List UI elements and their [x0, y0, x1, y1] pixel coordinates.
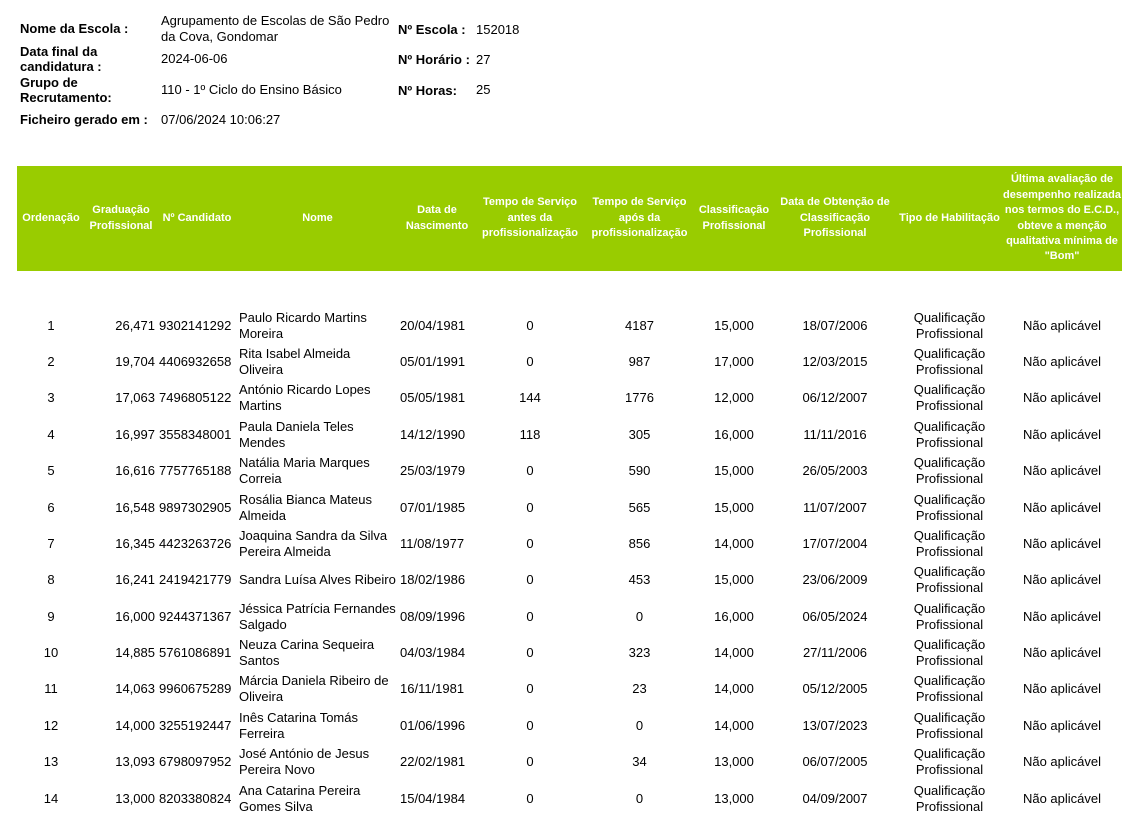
cell-ordering: 12: [43, 717, 59, 733]
cell-grade: 14,885: [115, 645, 155, 661]
cell-name: Joaquina Sandra da Silva Pereira Almeida: [239, 527, 388, 559]
cell-grade: 13,000: [115, 790, 155, 806]
cell-service-before: 0: [526, 645, 534, 661]
cell-service-before: 0: [526, 535, 534, 551]
cell-classification-date: 11/11/2016: [803, 426, 867, 442]
table-header-row: [17, 166, 1122, 271]
application-deadline-value: 2024-06-06: [161, 51, 228, 66]
cell-service-before: 0: [526, 790, 534, 806]
cell-candidate-number: 4423263726: [159, 535, 232, 551]
cell-last-evaluation: Não aplicável: [1022, 390, 1102, 406]
school-name-label: Nome da Escola :: [20, 21, 129, 36]
cell-birth-date: 11/08/1977: [400, 535, 465, 551]
table-row: [17, 380, 1122, 416]
cell-service-after: 0: [635, 790, 644, 806]
cell-ordering: 8: [47, 572, 55, 588]
cell-ordering: 3: [47, 390, 55, 406]
cell-qualification-type: Qualificação Profissional: [913, 382, 986, 414]
cell-qualification-type: Qualificação Profissional: [913, 637, 986, 669]
cell-classification-date: 17/07/2004: [802, 535, 868, 551]
cell-last-evaluation: Não aplicável: [1022, 535, 1102, 551]
cell-classification: 14,000: [714, 681, 754, 697]
column-header-ordering: Ordenação: [17, 166, 85, 271]
cell-classification: 15,000: [714, 499, 754, 515]
cell-service-after: 4187: [625, 317, 654, 333]
cell-classification: 17,000: [714, 353, 754, 369]
table-body: [17, 271, 1122, 817]
cell-name: Jéssica Patrícia Fernandes Salgado: [239, 600, 396, 632]
school-number-label: Nº Escola :: [398, 22, 466, 37]
cell-classification: 16,000: [714, 426, 754, 442]
cell-last-evaluation: Não aplicável: [1022, 608, 1102, 624]
cell-grade: 13,093: [115, 754, 155, 770]
cell-birth-date: 05/01/1991: [400, 353, 466, 369]
cell-candidate-number: 3255192447: [159, 717, 232, 733]
cell-service-after: 34: [632, 754, 647, 770]
cell-service-after: 305: [628, 426, 651, 442]
table-row: [17, 708, 1122, 744]
column-header-service-before: Tempo de Serviço antes da profissionalização: [476, 166, 584, 271]
cell-candidate-number: 4406932658: [159, 353, 232, 369]
cell-qualification-type: Qualificação Profissional: [913, 600, 986, 632]
cell-service-after: 565: [628, 499, 651, 515]
cell-name: Neuza Carina Sequeira Santos: [239, 637, 375, 669]
table-row: [17, 744, 1122, 780]
cell-ordering: 13: [43, 754, 59, 770]
cell-candidate-number: 9302141292: [159, 317, 232, 333]
cell-service-after: 23: [632, 681, 647, 697]
column-header-classification-date: Data de Obtenção de Classificação Profissional: [773, 166, 897, 271]
cell-ordering: 5: [47, 463, 55, 479]
cell-ordering: 11: [44, 681, 58, 697]
cell-birth-date: 08/09/1996: [400, 608, 466, 624]
cell-grade: 26,471: [115, 317, 155, 333]
table-row: [17, 453, 1122, 489]
cell-name: Rita Isabel Almeida Oliveira: [239, 345, 351, 377]
cell-ordering: 14: [43, 790, 59, 806]
column-header-candidate-number: Nº Candidato: [157, 166, 237, 271]
cell-birth-date: 04/03/1984: [400, 645, 466, 661]
cell-grade: 16,345: [115, 535, 155, 551]
cell-classification-date: 12/03/2015: [802, 353, 868, 369]
cell-ordering: 7: [47, 535, 55, 551]
cell-candidate-number: 5761086891: [159, 645, 232, 661]
cell-classification: 13,000: [714, 790, 754, 806]
cell-last-evaluation: Não aplicável: [1022, 426, 1102, 442]
cell-classification-date: 06/12/2007: [802, 390, 868, 406]
cell-service-before: 0: [526, 717, 534, 733]
cell-classification: 14,000: [714, 645, 754, 661]
cell-candidate-number: 2419421779: [159, 572, 232, 588]
cell-birth-date: 01/06/1996: [400, 717, 466, 733]
cell-classification-date: 27/11/2006: [802, 645, 868, 661]
generated-at-value: 07/06/2024 10:06:27: [161, 112, 281, 127]
cell-classification-date: 23/06/2009: [802, 572, 868, 588]
cell-classification: 16,000: [714, 608, 754, 624]
cell-qualification-type: Qualificação Profissional: [913, 345, 986, 377]
cell-grade: 19,704: [115, 353, 155, 369]
cell-service-after: 453: [628, 572, 651, 588]
cell-classification-date: 13/07/2023: [802, 717, 868, 733]
table-spacer: [17, 271, 1122, 307]
cell-birth-date: 07/01/1985: [400, 499, 466, 515]
cell-classification-date: 06/05/2024: [802, 608, 868, 624]
cell-qualification-type: Qualificação Profissional: [913, 746, 986, 778]
cell-candidate-number: 3558348001: [159, 426, 232, 442]
table-row: [17, 307, 1122, 343]
application-deadline-label: Data final da candidatura :: [20, 44, 102, 74]
cell-classification: 14,000: [714, 535, 754, 551]
hours-label: Nº Horas:: [398, 83, 457, 98]
cell-birth-date: 22/02/1981: [400, 754, 466, 770]
cell-birth-date: 14/12/1990: [400, 426, 466, 442]
school-number-value: 152018: [476, 22, 520, 37]
cell-name: Ana Catarina Pereira Gomes Silva: [239, 782, 361, 814]
column-header-service-after: Tempo de Serviço após da profissionalização: [584, 166, 695, 271]
cell-birth-date: 18/02/1986: [400, 572, 466, 588]
cell-candidate-number: 9960675289: [159, 681, 232, 697]
cell-last-evaluation: Não aplicável: [1022, 645, 1102, 661]
cell-grade: 16,616: [115, 463, 155, 479]
cell-candidate-number: 7496805122: [159, 390, 232, 406]
cell-service-before: 0: [526, 754, 534, 770]
cell-classification: 15,000: [714, 317, 754, 333]
cell-name: Sandra Luísa Alves Ribeiro: [239, 572, 396, 588]
cell-classification-date: 26/05/2003: [802, 463, 868, 479]
cell-service-after: 856: [628, 535, 651, 551]
hours-value: 25: [476, 82, 491, 97]
cell-classification: 15,000: [714, 572, 754, 588]
cell-qualification-type: Qualificação Profissional: [913, 564, 986, 596]
cell-birth-date: 16/11/1981: [400, 681, 465, 697]
cell-name: Rosália Bianca Mateus Almeida: [239, 491, 372, 523]
cell-classification: 12,000: [714, 390, 754, 406]
cell-last-evaluation: Não aplicável: [1022, 681, 1102, 697]
cell-classification-date: 05/12/2005: [802, 681, 868, 697]
cell-birth-date: 25/03/1979: [400, 463, 466, 479]
cell-candidate-number: 7757765188: [159, 463, 232, 479]
cell-name: José António de Jesus Pereira Novo: [239, 746, 370, 778]
cell-classification-date: 11/07/2007: [802, 499, 868, 515]
cell-grade: 16,000: [115, 608, 155, 624]
cell-candidate-number: 8203380824: [159, 790, 232, 806]
cell-qualification-type: Qualificação Profissional: [913, 527, 986, 559]
candidates-table: [17, 166, 1122, 817]
cell-service-before: 118: [519, 426, 541, 442]
table-row: [17, 526, 1122, 562]
cell-grade: 14,063: [115, 681, 155, 697]
cell-name: Inês Catarina Tomás Ferreira: [239, 709, 358, 741]
cell-service-before: 0: [526, 499, 534, 515]
cell-service-after: 0: [635, 717, 644, 733]
cell-service-before: 0: [526, 572, 534, 588]
cell-name: Paulo Ricardo Martins Moreira: [239, 309, 367, 341]
table-row: [17, 344, 1122, 380]
cell-ordering: 1: [47, 317, 55, 333]
schedule-number-label: Nº Horário :: [398, 52, 470, 67]
cell-service-before: 0: [526, 681, 534, 697]
cell-classification: 15,000: [714, 463, 754, 479]
cell-last-evaluation: Não aplicável: [1022, 317, 1102, 333]
cell-service-after: 1776: [625, 390, 654, 406]
table-row: [17, 599, 1122, 635]
cell-birth-date: 05/05/1981: [400, 390, 466, 406]
column-header-classification: Classificação Profissional: [695, 166, 773, 271]
cell-last-evaluation: Não aplicável: [1022, 790, 1102, 806]
cell-grade: 16,997: [115, 426, 155, 442]
cell-service-before: 144: [519, 390, 541, 406]
cell-last-evaluation: Não aplicável: [1022, 463, 1102, 479]
table-row: [17, 562, 1122, 598]
cell-grade: 16,241: [115, 572, 155, 588]
recruitment-group-label: Grupo de Recrutamento:: [20, 75, 112, 105]
cell-last-evaluation: Não aplicável: [1022, 717, 1102, 733]
cell-birth-date: 20/04/1981: [400, 317, 466, 333]
cell-candidate-number: 9244371367: [159, 608, 232, 624]
cell-name: António Ricardo Lopes Martins: [239, 382, 371, 414]
generated-at-label: Ficheiro gerado em :: [20, 112, 148, 127]
cell-name: Márcia Daniela Ribeiro de Oliveira: [239, 673, 389, 705]
cell-service-before: 0: [526, 317, 534, 333]
table-row: [17, 489, 1122, 525]
cell-service-before: 0: [526, 353, 534, 369]
cell-ordering: 4: [47, 426, 55, 442]
cell-qualification-type: Qualificação Profissional: [913, 309, 986, 341]
cell-ordering: 6: [47, 499, 55, 515]
cell-service-after: 0: [635, 608, 644, 624]
cell-service-before: 0: [526, 608, 534, 624]
cell-service-after: 987: [628, 353, 651, 369]
cell-classification-date: 06/07/2005: [802, 754, 868, 770]
cell-qualification-type: Qualificação Profissional: [913, 673, 986, 705]
cell-qualification-type: Qualificação Profissional: [913, 709, 986, 741]
cell-last-evaluation: Não aplicável: [1022, 754, 1102, 770]
cell-service-after: 323: [628, 645, 651, 661]
cell-classification-date: 04/09/2007: [802, 790, 868, 806]
cell-ordering: 9: [47, 608, 55, 624]
cell-grade: 17,063: [115, 390, 155, 406]
cell-candidate-number: 6798097952: [159, 754, 232, 770]
cell-ordering: 2: [47, 353, 55, 369]
table-row: [17, 417, 1122, 453]
cell-qualification-type: Qualificação Profissional: [913, 782, 986, 814]
column-header-grade: Graduação Profissional: [85, 166, 157, 271]
cell-service-after: 590: [628, 463, 651, 479]
cell-qualification-type: Qualificação Profissional: [913, 455, 986, 487]
cell-name: Paula Daniela Teles Mendes: [239, 418, 354, 450]
cell-birth-date: 15/04/1984: [400, 790, 466, 806]
cell-last-evaluation: Não aplicável: [1022, 572, 1102, 588]
cell-candidate-number: 9897302905: [159, 499, 232, 515]
column-header-qualification-type: Tipo de Habilitação: [897, 166, 1002, 271]
table-row: [17, 780, 1122, 816]
cell-last-evaluation: Não aplicável: [1022, 353, 1102, 369]
cell-classification: 13,000: [714, 754, 754, 770]
column-header-birth-date: Data de Nascimento: [398, 166, 476, 271]
column-header-name: Nome: [237, 166, 398, 271]
recruitment-group-value: 110 - 1º Ciclo do Ensino Básico: [161, 82, 342, 97]
cell-qualification-type: Qualificação Profissional: [913, 418, 986, 450]
cell-classification: 14,000: [714, 717, 754, 733]
schedule-number-value: 27: [476, 52, 491, 67]
table-row: [17, 671, 1122, 707]
cell-name: Natália Maria Marques Correia: [239, 455, 370, 487]
cell-grade: 16,548: [115, 499, 155, 515]
cell-grade: 14,000: [115, 717, 155, 733]
cell-classification-date: 18/07/2006: [802, 317, 868, 333]
cell-service-before: 0: [526, 463, 534, 479]
cell-qualification-type: Qualificação Profissional: [913, 491, 986, 523]
cell-ordering: 10: [43, 645, 59, 661]
table-row: [17, 635, 1122, 671]
column-header-last-evaluation: Última avaliação de desempenho realizada nos termos do E.C.D., obteve a menção qualitativa mínima de "Bom": [1002, 166, 1122, 271]
school-name-value: Agrupamento de Escolas de São Pedro da Cova, Gondomar: [161, 13, 390, 44]
cell-last-evaluation: Não aplicável: [1022, 499, 1102, 515]
